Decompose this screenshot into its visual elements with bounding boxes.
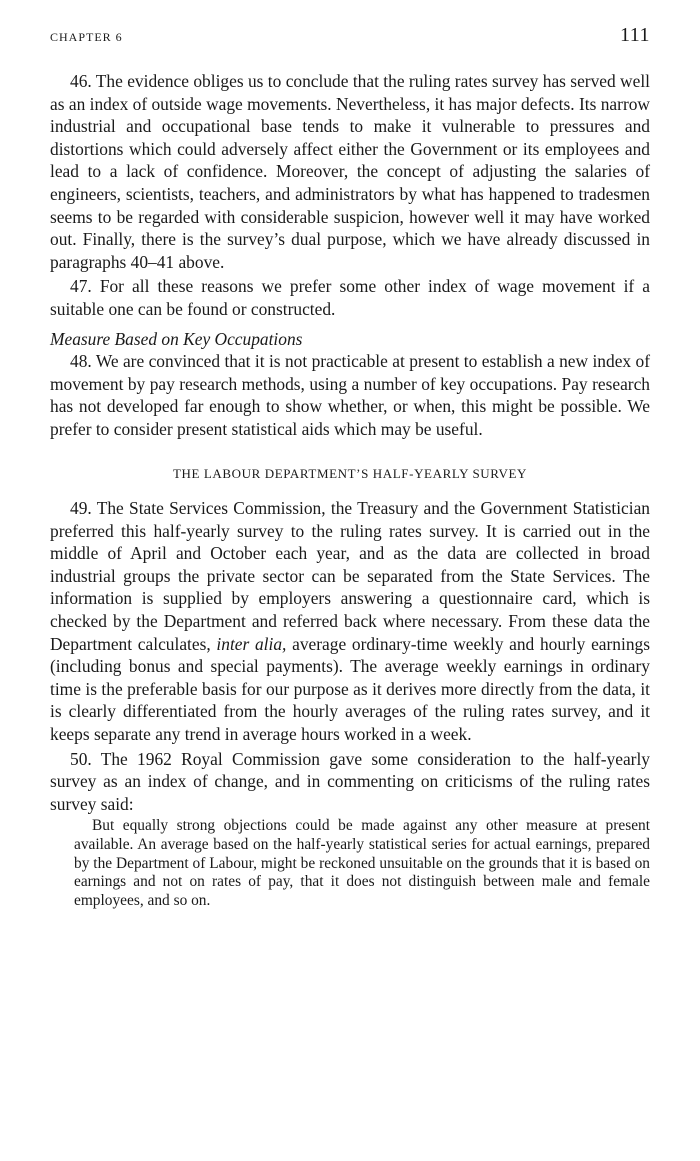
paragraph-50: 50. The 1962 Royal Commission gave some consideration to the half-yearly survey as an index of change, and in commenting on criticisms of the ruling rates survey said: — [50, 748, 650, 814]
chapter-label: CHAPTER 6 — [50, 30, 123, 44]
paragraph-47: 47. For all these reasons we prefer some other index of wage movement if a suitable one can be found or constructed. — [50, 276, 650, 319]
paragraph-48: 48. We are convinced that it is not practicable at present to establish a new index of movement by pay research methods, using a number of key occupations. Pay research has not developed far enough to show whether, or when, this might be possible. We prefer to consider present statistical aids which may be useful. — [50, 351, 650, 439]
block-quote: But equally strong objections could be made against any other measure at present available. An average based on the half-yearly statistical series for actual earnings, prepared by the Department of Labour, might be reckoned unsuitable on the grounds that it is based on earnings and not on rates of pay, that it does not distinguish between male and female employees, and so on. — [74, 817, 650, 909]
body-text — [50, 70, 650, 910]
document-page — [50, 22, 650, 910]
paragraph-46: 46. The evidence obliges us to conclude that the ruling rates survey has served well as an index of outside wage movements. Nevertheless, it has major defects. Its narrow industrial and occupational base tends to make it vulnerable to pressures and distortions which could adversely affect either the Government or its employees and lead to a lack of confidence. Moreover, the concept of adjusting the salaries of engineers, scientists, teachers, and administrators by what has happened to tradesmen seems to be regarded with considerable suspicion, however well it may have worked out. Finally, there is the survey’s dual purpose, which we have already discussed in paragraphs 40–41 above. — [50, 71, 650, 272]
subheading-key-occupations: Measure Based on Key Occupations — [50, 328, 303, 349]
section-heading: THE LABOUR DEPARTMENT’S HALF-YEARLY SURVEY — [172, 465, 528, 481]
running-header — [50, 22, 650, 52]
paragraph-49-italic: inter alia, — [216, 633, 287, 654]
paragraph-49 — [50, 497, 650, 746]
paragraph-49-part-1: 49. The State Services Commission, the Treasury and the Government Statistician preferred this half-yearly survey to the ruling rates survey. It is carried out in the middle of April and October each year, and as the data are collected in broad industrial groups the private sector can be separated from the State Services. The information is supplied by employers answering a questionnaire card, which is checked by the Department and referred back where necessary. From these data the Department calculates, — [50, 498, 650, 654]
paragraph-49-part-2: average ordinary-time weekly and hourly earnings (including bonus and special payments). The average weekly earnings in ordinary time is the preferable basis for our purpose as it derives more directly from the data, it is clearly differentiated from the hourly averages of the ruling rates survey, and it keeps separate any trend in average hours worked in a week. — [50, 633, 650, 745]
page-number: 111 — [619, 24, 650, 46]
